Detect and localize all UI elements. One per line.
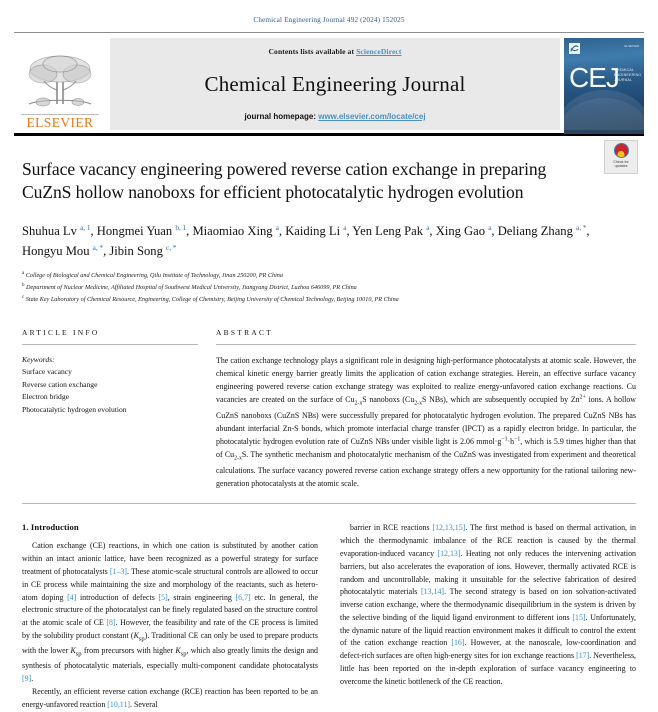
- crossmark-badge[interactable]: [604, 140, 638, 174]
- body-paragraph: Cation exchange (CE) reactions, in which one cation is substituted by another cation within an intact anionic lattice, have been recognized as a powerful strategy for surface treatment of photocatalysts [1–3]. These atomic-scale structural controls are allowed to occur in CE process while maintaining the size and morphology of the reactants, such as hetero-atom doping [4] introduction of defects [5], strain engineering [6,7] etc. In general, the electronic structure of the photocatalyst can be finely regulated based on the structure control at the atomic scale of CE [8]. However, the feasibility and rate of the CE process is limited by the solubility product constant $(K_{sp})$. Traditional CE can only be used to prepare products with the lower $K_{sp}$ from precursors with higher $K_{sp}$, which also greatly limits the design and synthesis of photocatalytic materials, especially multi-component candidate photocatalysts [9].: [22, 541, 318, 684]
- affiliation-item: $^c$ State Key Laboratory of Chemical Resource, Engineering, College of Chemistry, Beijing University of Chemical Technology, Beijing 10010, PR China: [22, 294, 399, 303]
- article-info-divider: [22, 344, 198, 345]
- body-paragraph: Recently, an efficient reverse cation exchange (RCE) reaction has been reported to be an energy-unfavored reaction [10,11]. Several: [22, 686, 318, 709]
- body-columns: [22, 522, 636, 711]
- homepage-prefix: journal homepage:: [244, 112, 319, 121]
- section-number: 1.: [22, 522, 29, 533]
- keyword-item: Surface vacancy: [22, 367, 72, 377]
- body-column-right: [340, 522, 636, 711]
- contents-lists-line: [268, 47, 401, 56]
- journal-cover-thumbnail: [564, 38, 644, 134]
- article-info-column: [22, 328, 198, 491]
- keywords-list: [22, 366, 198, 416]
- running-head: Chemical Engineering Journal 492 (2024) 152025: [253, 16, 405, 24]
- journal-homepage-line: [244, 112, 425, 121]
- crossmark-icon: [614, 143, 629, 158]
- abstract-heading: ABSTRACT: [216, 327, 274, 337]
- body-paragraph: barrier in RCE reactions [12,13,15]. The first method is based on thermal activation, in which the thermodynamic imbalance of the RCE reaction is caused by the thermal evaporation-induced vacancy [12,13]. Heating not only reduces the intervening activation barriers, but also accelerates the evaporation of ions. However, thermally activated RCE is random and uncontrollable, making it unsuitable for the selective fabrication of desired photocatalytic materials [13,14]. The second strategy is based on ion solvation-activated inverse cation exchange, where the thermodynamic disequilibrium in the system is driven by the selective binding of the liquid ligand environment to different ions [15]. Unfortunately, the dynamic nature of the liquid reaction environment makes it difficult to control the extent of the cation exchange reaction [16]. However, at the nanoscale, low-coordination and defect-rich surfaces are often high-energy sites for ion exchange reactions [17]. Nevertheless, little has been reported on the in-depth exploration of surface vacancy engineering to overcome the kinetic bottleneck of the CE reaction.: [340, 523, 636, 686]
- page-title: Surface vacancy engineering powered reverse cation exchange in preparing CuZnS hollow nanoboxs for efficient photocatalytic hydrogen evolution: [22, 159, 547, 203]
- abstract-text: The cation exchange technology plays a significant role in designing high-performance photocatalysts at atomic scale. However, the chemical kinetic energy barrier greatly limits the application of cation exchange strategies. Herein, an effective surface vacancy engineering powered reverse cation exchange strategy was exploited to realize energy-unfavored cation exchange reactions. Cu vacancies are created on the surface of $Cu_{2-x}S$ nanoboxs ($Cu_{2-x}S$ NBs), which are subsequently occupied by $Zn^{2+}$ ions. A hollow CuZnS nanoboxs (CuZnS NBs) were successfully prepared for photocatalytic hydrogen evolution. The prepared CuZnS NBs has abundant interfacial Zn-S bonds, which promote interfacial charge transfer (IPCT) as a rapidly electron bridge. In particular, the photocatalytic hydrogen evolution rate of CuZnS NBs under visible light is 2.06 $mmol\cdot g^{-1}\cdot h^{-1}$, which is 5.9 times higher than that of $Cu_{2-x}S$. The synthetic mechanism and photocatalytic mechanism of the CuZnS was investigated from experiment and theoretical calculations. The surface vacancy powered reverse cation exchange strategy offers a new opportunity for the rational tailoring new-generation photocatalysts at the atomic scale.: [216, 355, 636, 489]
- affiliation-list: [22, 270, 636, 306]
- keyword-item: Photocatalytic hydrogen evolution: [22, 404, 127, 414]
- author-list: Shuhua Lv $^{a, 1}$, Hongmei Yuan $^{b, 1}$, Miaomiao Xing $^a$, Kaiding Li $^a$, Yen Leng Pak $^a$, Xing Gao $^a$, Deliang Zhang $^{a, *}$, Hongyu Mou $^{a, *}$, Jibin Song $^{c, *}$: [22, 223, 590, 258]
- keywords-label: Keywords:: [22, 354, 55, 364]
- abstract-divider: [216, 344, 636, 345]
- crossmark-line2: updates: [614, 163, 628, 168]
- title-block: [22, 158, 636, 205]
- affiliation-item: $^a$ College of Biological and Chemical Engineering, Qilu Institute of Technology, Jinan 250200, PR China: [22, 271, 283, 280]
- abstract-column: [216, 328, 636, 491]
- section-title: Introduction: [30, 522, 79, 533]
- keyword-item: Reverse cation exchange: [22, 379, 98, 389]
- journal-homepage-link[interactable]: www.elsevier.com/locate/cej: [318, 112, 426, 121]
- cover-corner-text: ELSEVIER: [624, 44, 639, 48]
- masthead-bottom-rule: [14, 133, 644, 136]
- article-info-heading: ARTICLE INFO: [22, 327, 100, 337]
- sciencedirect-link[interactable]: ScienceDirect: [356, 47, 402, 56]
- cover-subtitle: CHEMICAL ENGINEERING JOURNAL: [614, 68, 642, 83]
- abstract-bottom-rule: [22, 503, 636, 504]
- elsevier-mark-icon: [569, 43, 580, 54]
- journal-title: Chemical Engineering Journal: [204, 71, 466, 96]
- crossmark-line1: Check for: [613, 159, 629, 164]
- journal-band: [110, 38, 560, 130]
- body-column-left: [22, 522, 318, 711]
- keyword-item: Electron bridge: [22, 392, 70, 402]
- journal-masthead: [14, 32, 644, 130]
- elsevier-tree-icon: [23, 52, 97, 114]
- contents-prefix: Contents lists available at: [268, 47, 357, 56]
- affiliation-item: $^b$ Department of Nuclear Medicine, Affiliated Hospital of Southwest Medical University, Jiangyang District, Luzhou 646099, PR China: [22, 282, 357, 292]
- elsevier-logo: [14, 38, 106, 130]
- section-heading-introduction: [22, 522, 318, 532]
- article-info-abstract-row: [22, 328, 636, 491]
- cover-letters: CEJ: [569, 62, 619, 93]
- elsevier-wordmark: ELSEVIER: [21, 114, 99, 130]
